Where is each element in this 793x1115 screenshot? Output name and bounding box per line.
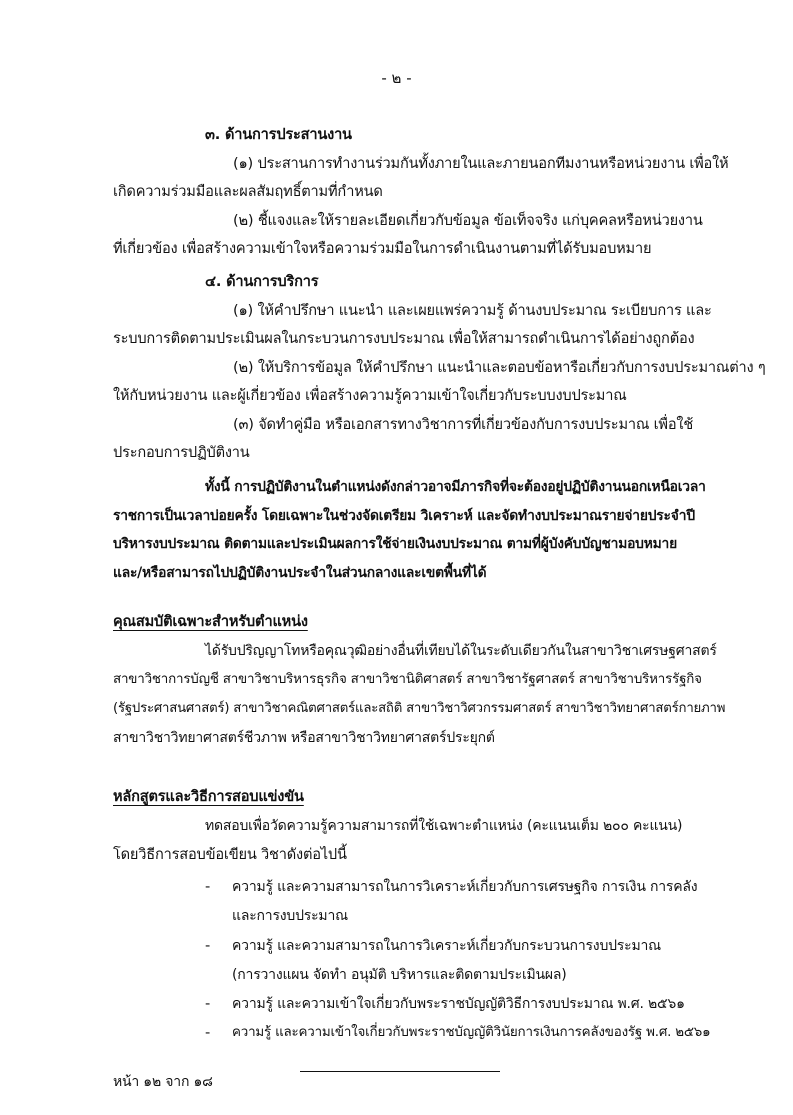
qualifications-heading: คุณสมบัติเฉพาะสำหรับตำแหน่ง: [113, 613, 308, 630]
exam-bullet-1: ความรู้ และความสามารถในการวิเคราะห์เกี่ยวกับการเศรษฐกิจ การเงิน การคลัง: [232, 879, 698, 895]
exam-bullet-1-cont: และการงบประมาณ: [232, 908, 348, 924]
section-4-item-1: (๑) ให้คำปรึกษา แนะนำ และเผยแพร่ความรู้ ด้านงบประมาณ ระเบียบการ และ: [233, 302, 712, 319]
exam-line-1: ทดสอบเพื่อวัดความรู้ความสามารถที่ใช้เฉพาะตำแหน่ง (คะแนนเต็ม ๒๐๐ คะแนน): [205, 818, 683, 834]
footer-page-info: หน้า ๑๒ จาก ๑๘: [113, 1074, 213, 1090]
exam-bullet-3: ความรู้ และความเข้าใจเกี่ยวกับพระราชบัญญัติวิธีการงบประมาณ พ.ศ. ๒๕๖๑: [232, 996, 685, 1012]
bullet-dash: -: [205, 995, 211, 1012]
section-3-heading: ๓. ด้านการประสานงาน: [205, 126, 352, 143]
exam-bullet-4: ความรู้ และความเข้าใจเกี่ยวกับพระราชบัญญัติวินัยการเงินการคลังของรัฐ พ.ศ. ๒๕๖๑: [232, 1025, 711, 1040]
bullet-dash: -: [205, 1024, 211, 1041]
section-3-item-1: (๑) ประสานการทำงานร่วมกันทั้งภายในและภายนอกทีมงานหรือหน่วยงาน เพื่อให้: [233, 155, 729, 172]
note-line-3: บริหารงบประมาณ ติดตามและประเมินผลการใช้จ่ายเงินงบประมาณ ตามที่ผู้บังคับบัญชามอบหมาย: [113, 536, 677, 552]
section-4-item-2: (๒) ให้บริการข้อมูล ให้คำปรึกษา แนะนำและตอบข้อหารือเกี่ยวกับการงบประมาณต่าง ๆ: [233, 359, 766, 376]
exam-line-2: โดยวิธีการสอบข้อเขียน วิชาดังต่อไปนี้: [113, 846, 347, 863]
qualifications-line-2: สาขาวิชาการบัญชี สาขาวิชาบริหารธุรกิจ สาขาวิชานิติศาสตร์ สาขาวิชารัฐศาสตร์ สาขาวิชาบริหารรัฐกิจ: [113, 672, 702, 687]
footer-divider: [300, 1071, 500, 1072]
bullet-dash: -: [205, 878, 211, 895]
exam-bullet-2: ความรู้ และความสามารถในการวิเคราะห์เกี่ยวกับกระบวนการงบประมาณ: [232, 938, 661, 954]
exam-heading: หลักสูตรและวิธีการสอบแข่งขัน: [113, 788, 304, 805]
section-4-item-2-cont: ให้กับหน่วยงาน และผู้เกี่ยวข้อง เพื่อสร้างความรู้ความเข้าใจเกี่ยวกับระบบงบประมาณ: [113, 387, 627, 404]
exam-bullet-2-cont: (การวางแผน จัดทำ อนุมัติ บริหารและติดตามประเมินผล): [232, 967, 567, 983]
note-line-2: ราชการเป็นเวลาบ่อยครั้ง โดยเฉพาะในช่วงจัดเตรียม วิเคราะห์ และจัดทำงบประมาณรายจ่ายประจำปี: [113, 508, 695, 524]
section-4-heading: ๔. ด้านการบริการ: [205, 273, 319, 290]
section-3-item-1-cont: เกิดความร่วมมือและผลสัมฤทธิ์ตามที่กำหนด: [113, 183, 383, 200]
page-number: - ๒ -: [381, 69, 412, 87]
note-line-1: ทั้งนี้ การปฏิบัติงานในตำแหน่งดังกล่าวอาจมีภารกิจที่จะต้องอยู่ปฏิบัติงานนอกเหนือเวลา: [205, 479, 706, 495]
qualifications-line-4: สาขาวิชาวิทยาศาสตร์ชีวภาพ หรือสาขาวิชาวิทยาศาสตร์ประยุกต์: [113, 730, 495, 746]
note-line-4: และ/หรือสามารถไปปฏิบัติงานประจำในส่วนกลางและเขตพื้นที่ได้: [113, 565, 487, 581]
qualifications-line-1: ได้รับปริญญาโทหรือคุณวุฒิอย่างอื่นที่เทียบได้ในระดับเดียวกันในสาขาวิชาเศรษฐศาสตร์: [205, 643, 717, 659]
qualifications-line-3: (รัฐประศาสนศาสตร์) สาขาวิชาคณิตศาสตร์และสถิติ สาขาวิชาวิศวกรรมศาสตร์ สาขาวิชาวิทยาศาสตร์กายภาพ: [113, 701, 726, 716]
section-4-item-1-cont: ระบบการติดตามประเมินผลในกระบวนการงบประมาณ เพื่อให้สามารถดำเนินการได้อย่างถูกต้อง: [113, 330, 695, 347]
section-3-item-2-cont: ที่เกี่ยวข้อง เพื่อสร้างความเข้าใจหรือความร่วมมือในการดำเนินงานตามที่ได้รับมอบหมาย: [113, 240, 652, 257]
bullet-dash: -: [205, 937, 211, 954]
section-3-item-2: (๒) ชี้แจงและให้รายละเอียดเกี่ยวกับข้อมูล ข้อเท็จจริง แก่บุคคลหรือหน่วยงาน: [233, 212, 703, 229]
section-4-item-3: (๓) จัดทำคู่มือ หรือเอกสารทางวิชาการที่เกี่ยวข้องกับการงบประมาณ เพื่อใช้: [233, 416, 694, 433]
section-4-item-3-cont: ประกอบการปฏิบัติงาน: [113, 444, 250, 461]
